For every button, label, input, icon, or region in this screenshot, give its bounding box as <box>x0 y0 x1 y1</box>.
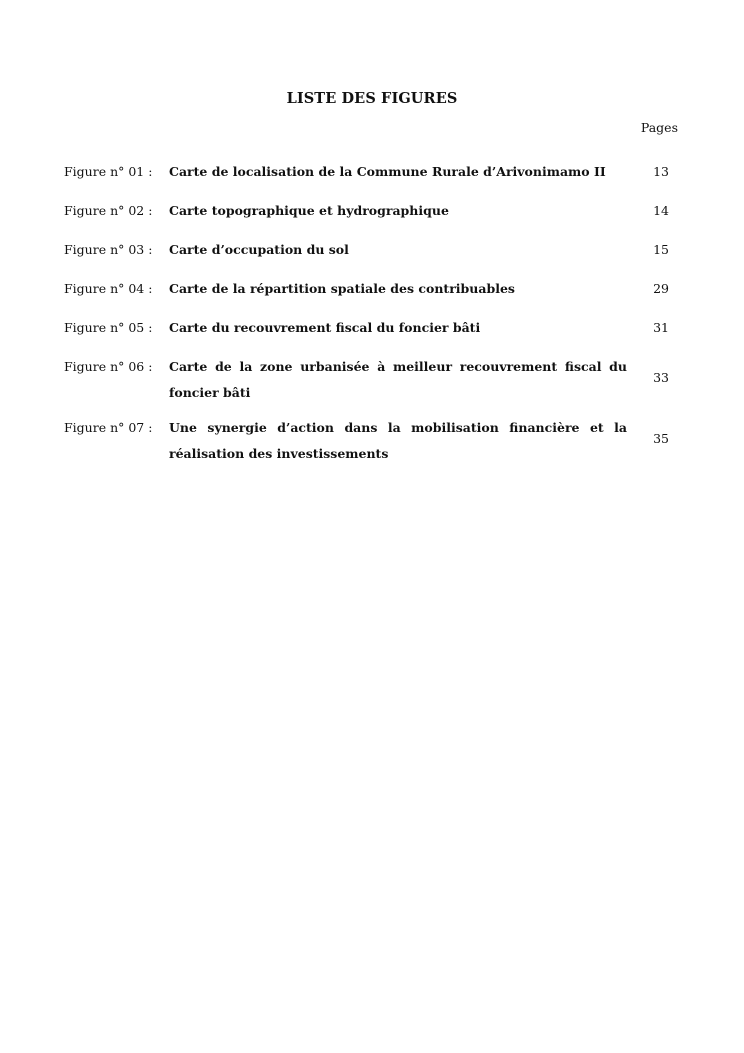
figure-title: Carte d’occupation du sol <box>169 242 349 257</box>
figure-number: Figure n° 04 : <box>64 281 153 296</box>
figure-page-number: 31 <box>653 320 669 335</box>
pages-column-header: Pages <box>640 120 678 135</box>
figure-entry <box>64 240 678 263</box>
figure-entry <box>64 357 678 406</box>
figure-title: Carte du recouvrement fiscal du foncier bâti <box>169 320 481 335</box>
figure-title: Une synergie d’action dans la mobilisation financière et la réalisation des investissements <box>169 420 627 461</box>
figure-list <box>64 162 678 479</box>
figure-page-number: 35 <box>653 431 669 446</box>
figure-title: Carte de la répartition spatiale des contribuables <box>169 281 515 296</box>
figure-number: Figure n° 05 : <box>64 320 153 335</box>
page-title: LISTE DES FIGURES <box>286 90 458 107</box>
figure-entry <box>64 162 678 185</box>
figure-number: Figure n° 01 : <box>64 164 153 179</box>
figure-title: Carte de localisation de la Commune Rurale d’Arivonimamo II <box>169 164 606 179</box>
figure-page-number: 33 <box>653 370 669 385</box>
figure-page-number: 14 <box>653 203 669 218</box>
figure-number: Figure n° 06 : <box>64 359 153 374</box>
figure-entry <box>64 318 678 341</box>
figure-entry <box>64 279 678 302</box>
figure-entry <box>64 201 678 224</box>
figure-number: Figure n° 02 : <box>64 203 153 218</box>
figure-number: Figure n° 07 : <box>64 420 153 435</box>
figure-page-number: 29 <box>653 281 669 296</box>
figure-number: Figure n° 03 : <box>64 242 153 257</box>
figure-page-number: 13 <box>653 164 669 179</box>
figure-entry <box>64 418 678 467</box>
figure-page-number: 15 <box>653 242 669 257</box>
figure-title: Carte topographique et hydrographique <box>169 203 449 218</box>
figure-title: Carte de la zone urbanisée à meilleur recouvrement fiscal du foncier bâti <box>169 359 627 400</box>
